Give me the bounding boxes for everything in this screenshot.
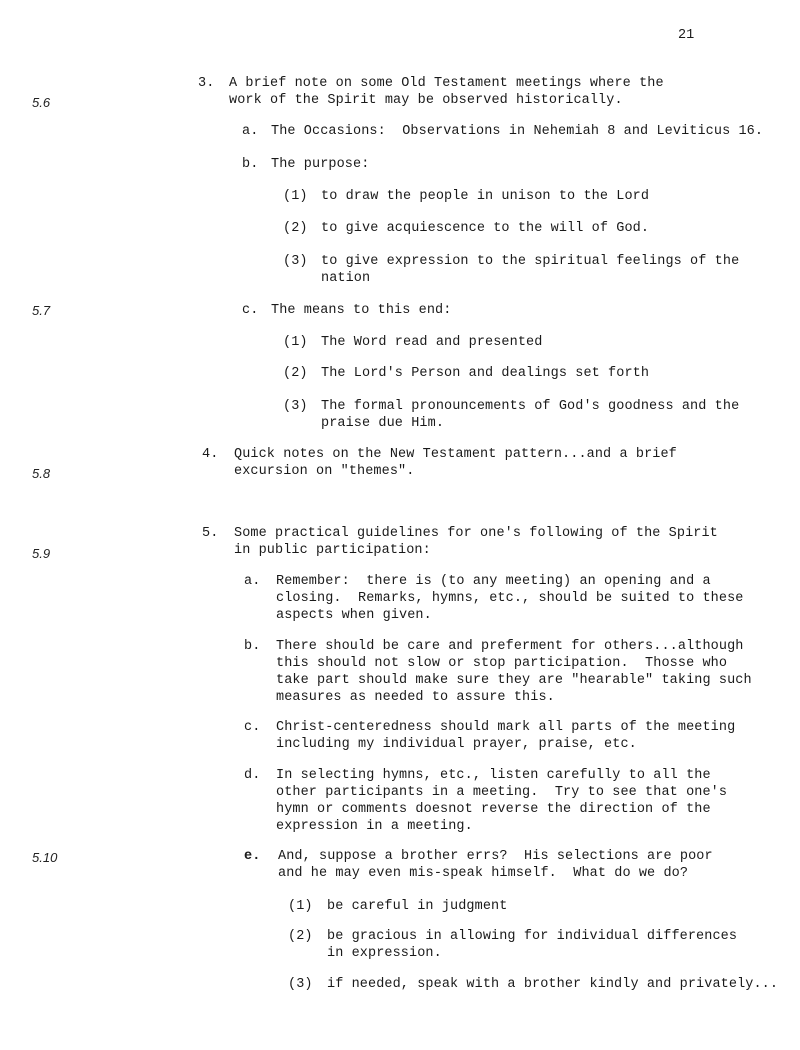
- section-3c-item-2-text: The Lord's Person and dealings set forth: [321, 366, 650, 381]
- section-5e-item-3-text: if needed, speak with a brother kindly and privately...: [327, 977, 779, 992]
- section-3b-item-3-text-line-1: to give expression to the spiritual feelings of the: [321, 254, 740, 269]
- section-5b-label: b.: [244, 639, 261, 654]
- margin-note-5-10: 5.10: [32, 850, 58, 865]
- margin-note-5-7: 5.7: [32, 303, 51, 318]
- section-5-text-line-1: Some practical guidelines for one's following of the Spirit: [234, 526, 718, 541]
- section-3b-item-1-text: to draw the people in unison to the Lord: [321, 189, 650, 204]
- page-number: 21: [678, 28, 695, 43]
- section-3c-item-3-text-line-2: praise due Him.: [321, 416, 445, 431]
- margin-note-5-8: 5.8: [32, 466, 51, 481]
- margin-note-5-6: 5.6: [32, 95, 51, 110]
- section-5d-line-2: other participants in a meeting. Try to see that one's: [276, 785, 728, 800]
- section-3c-item-1-number: (1): [283, 335, 308, 350]
- section-3c-item-2-number: (2): [283, 366, 308, 381]
- section-3c-item-3-text-line-1: The formal pronouncements of God's goodness and the: [321, 399, 740, 414]
- section-5c-line-1: Christ-centeredness should mark all parts of the meeting: [276, 720, 736, 735]
- section-5d-line-4: expression in a meeting.: [276, 819, 473, 834]
- section-5e-item-1-number: (1): [288, 899, 313, 914]
- section-5a-label: a.: [244, 574, 261, 589]
- section-5a-line-1: Remember: there is (to any meeting) an opening and a: [276, 574, 711, 589]
- section-5c-label: c.: [244, 720, 261, 735]
- section-5e-item-2-text-line-2: in expression.: [327, 946, 442, 961]
- section-3b-item-2-number: (2): [283, 221, 308, 236]
- section-5d-label: d.: [244, 768, 261, 783]
- section-3b-item-2-text: to give acquiescence to the will of God.: [321, 221, 650, 236]
- section-3c-item-1-text: The Word read and presented: [321, 335, 543, 350]
- section-3a-text: The Occasions: Observations in Nehemiah 8 and Leviticus 16.: [271, 124, 764, 139]
- section-5e-item-1-text: be careful in judgment: [327, 899, 508, 914]
- section-3-number: 3.: [198, 76, 215, 91]
- section-3c-item-3-number: (3): [283, 399, 308, 414]
- section-5e-label: e.: [244, 849, 261, 864]
- section-5-text-line-2: in public participation:: [234, 543, 431, 558]
- section-3c-text: The means to this end:: [271, 303, 452, 318]
- section-4-number: 4.: [202, 447, 219, 462]
- section-5b-line-4: measures as needed to assure this.: [276, 690, 555, 705]
- section-5a-line-3: aspects when given.: [276, 608, 432, 623]
- section-4-text-line-2: excursion on "themes".: [234, 464, 415, 479]
- section-3c-label: c.: [242, 303, 259, 318]
- margin-note-5-9: 5.9: [32, 546, 51, 561]
- section-5d-line-3: hymn or comments doesnot reverse the direction of the: [276, 802, 711, 817]
- section-3b-text: The purpose:: [271, 157, 370, 172]
- section-5d-line-1: In selecting hymns, etc., listen carefully to all the: [276, 768, 711, 783]
- section-3b-label: b.: [242, 157, 259, 172]
- section-5e-item-2-text-line-1: be gracious in allowing for individual differences: [327, 929, 738, 944]
- section-5-number: 5.: [202, 526, 219, 541]
- section-3-text-line-2: work of the Spirit may be observed historically.: [229, 93, 623, 108]
- section-3-text-line-1: A brief note on some Old Testament meetings where the: [229, 76, 664, 91]
- section-5b-line-3: take part should make sure they are "hearable" taking such: [276, 673, 752, 688]
- section-3b-item-1-number: (1): [283, 189, 308, 204]
- section-3a-label: a.: [242, 124, 259, 139]
- section-5c-line-2: including my individual prayer, praise, etc.: [276, 737, 637, 752]
- section-5b-line-2: this should not slow or stop participation. Thosse who: [276, 656, 728, 671]
- section-4-text-line-1: Quick notes on the New Testament pattern...and a brief: [234, 447, 677, 462]
- section-5e-line-2: and he may even mis-speak himself. What do we do?: [278, 866, 689, 881]
- section-3b-item-3-text-line-2: nation: [321, 271, 371, 286]
- section-5e-line-1: And, suppose a brother errs? His selections are poor: [278, 849, 713, 864]
- section-5b-line-1: There should be care and preferment for others...although: [276, 639, 744, 654]
- section-3b-item-3-number: (3): [283, 254, 308, 269]
- section-5e-item-3-number: (3): [288, 977, 313, 992]
- section-5e-item-2-number: (2): [288, 929, 313, 944]
- section-5a-line-2: closing. Remarks, hymns, etc., should be suited to these: [276, 591, 744, 606]
